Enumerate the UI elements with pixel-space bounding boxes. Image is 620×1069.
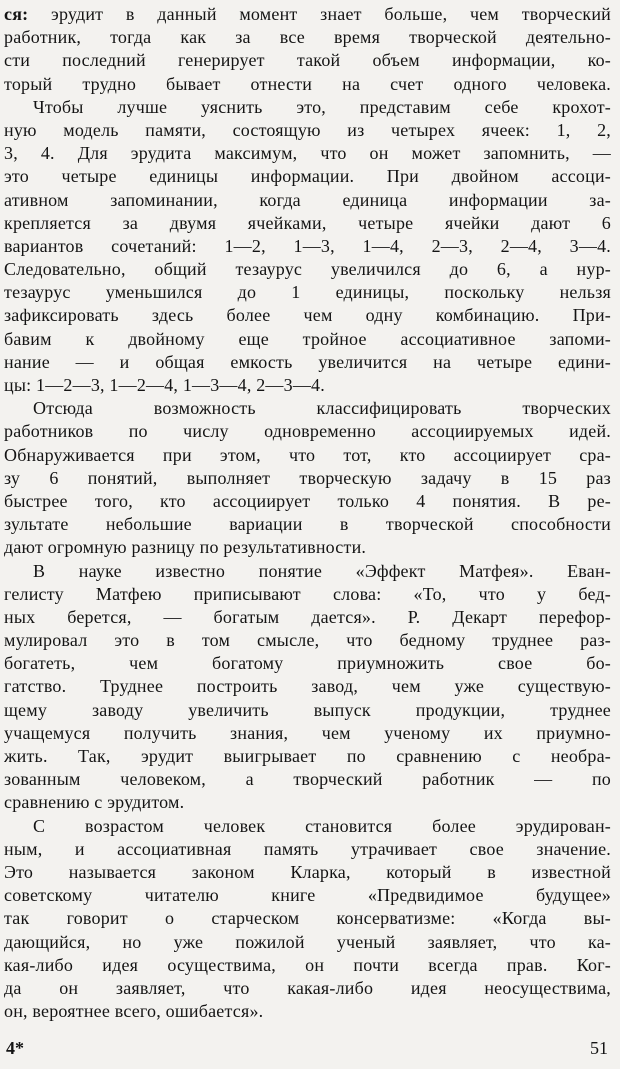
text-line: бавим к двойному еще тройное ассоциативное запоми- [4,328,611,349]
text-line: вариантов сочетаний: 1—2, 1—3, 1—4, 2—3, 2—4, 3—4. [4,235,611,256]
text-block [4,3,611,1023]
signature-mark: 4* [6,1038,24,1058]
text-line: так говорит о старческом консерватизме: «Когда вы- [4,908,611,929]
text-line: зу 6 понятий, выполняет творческую задачу в 15 раз [4,467,611,488]
text-line: зультате небольшие вариации в творческой способности [4,514,611,535]
text-line: гелисту Матфею приписывают слова: «То, что у бед- [4,583,611,604]
text-line: сти последний генерирует такой объем информации, ко- [4,50,611,71]
text-line: зафиксировать здесь более чем одну комбинацию. При- [4,305,611,326]
text-line: ным, и ассоциативная память утрачивает свое значение. [4,838,611,859]
text-line: 3, 4. Для эрудита максимум, что он может запомнить, — [4,143,611,164]
paragraph [4,397,611,559]
text-line: Следовательно, общий тезаурус увеличился до 6, а нур- [4,259,611,280]
text-line: дают огромную разницу по результативности. [4,537,367,558]
text-line: учащемуся получить знания, чем ученому их приумно- [4,722,611,743]
text-line: ся: эрудит в данный момент знает больше, чем творческий [4,4,611,24]
paragraph [4,96,611,397]
text-line: нание — и общая емкость увеличится на четыре едини- [4,351,611,372]
text-line: Отсюда возможность классифицировать творческих [33,398,611,419]
text-line: сравнению с эрудитом. [4,792,185,813]
text-line: Чтобы лучше уяснить это, представим себе крохот- [33,96,611,117]
text-line: ных берется, — богатым дается». Р. Декарт перефор- [4,606,611,627]
text-line: цы: 1—2—3, 1—2—4, 1—3—4, 2—3—4. [4,375,325,395]
text-line: щему заводу увеличить выпуск продукции, труднее [4,699,611,720]
text-line: ативном запоминании, когда единица информации за- [4,189,611,210]
text-line: тезаурус уменьшился до 1 единицы, поскольку нельзя [4,282,611,303]
paragraph [4,3,611,96]
text-line: работников по числу одновременно ассоциируемых идей. [4,421,611,442]
text-line: крепляется за двумя ячейками, четыре ячейки дают 6 [4,212,611,233]
text-line: богатеть, чем богатому приумножить свое бо- [4,653,611,674]
text-line: советскому читателю книге «Предвидимое будущее» [4,885,611,906]
text-line: кая-либо идея осуществима, он почти всегда прав. Ког- [4,954,611,975]
bold-lead-word: ся: [4,4,29,24]
text-line: мулировал это в том смысле, что бедному труднее раз- [4,630,611,651]
text-line: Обнаруживается при этом, что тот, кто ассоциирует сра- [4,444,611,465]
text-line: быстрее того, кто ассоциирует только 4 понятия. В ре- [4,490,611,511]
text-line: это четыре единицы информации. При двойном ассоци- [4,166,611,187]
text-line: торый трудно бывает отнести на счет одного человека. [4,73,611,94]
text-line: Это называется законом Кларка, который в известной [4,861,611,882]
text-line: С возрастом человек становится более эрудирован- [33,815,611,836]
text-line: жить. Так, эрудит выигрывает по сравнению с необра- [4,746,611,766]
text-line: дающийся, но уже пожилой ученый заявляет, что ка- [4,931,611,952]
paragraph [4,560,611,815]
page-number: 51 [590,1038,608,1058]
page-footer [6,1038,608,1059]
text-line: гатство. Труднее построить завод, чем уже существую- [4,676,611,697]
text-line: зованным человеком, а творческий работник — по [4,769,611,790]
text-line: В науке известно понятие «Эффект Матфея». Еван- [33,560,611,581]
paragraph [4,815,611,1024]
text-line: он, вероятнее всего, ошибается». [4,1001,264,1022]
text-line: работник, тогда как за все время творческой деятельно- [4,27,611,48]
text-line: да он заявляет, что какая-либо идея неосуществима, [4,977,611,998]
text-line: ную модель памяти, состоящую из четырех ячеек: 1, 2, [4,119,611,140]
